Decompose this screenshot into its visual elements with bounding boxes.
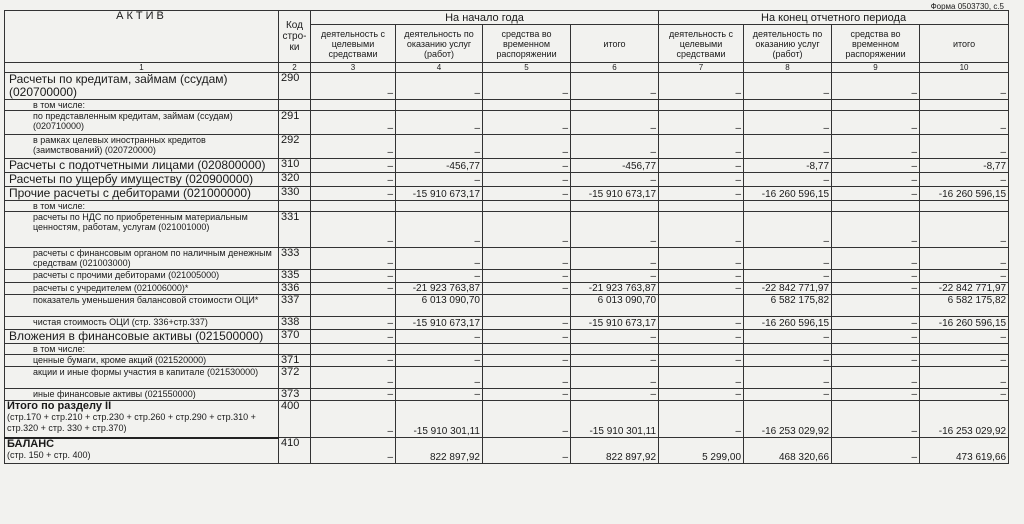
- row-value: –: [396, 248, 483, 270]
- row-value: [744, 100, 832, 111]
- row-value: –: [311, 111, 396, 135]
- row-value: –: [571, 111, 659, 135]
- aktiv-header: АКТИВ: [5, 11, 279, 63]
- row-value: –: [311, 159, 396, 173]
- row-value: –: [659, 283, 744, 295]
- row-value: -16 260 596,15: [744, 187, 832, 201]
- row-value: -15 910 673,17: [396, 317, 483, 330]
- code-header: Код стро- ки: [279, 11, 311, 63]
- row-value: -16 260 596,15: [920, 317, 1009, 330]
- row-value: [396, 201, 483, 212]
- row-value: –: [311, 283, 396, 295]
- row-value: -15 910 673,17: [396, 187, 483, 201]
- row-value: -456,77: [571, 159, 659, 173]
- row-value: –: [920, 270, 1009, 283]
- row-code: 337: [279, 295, 311, 317]
- row-value: –: [483, 187, 571, 201]
- row-value: –: [659, 389, 744, 401]
- row-value: –: [396, 270, 483, 283]
- row-value: –: [571, 135, 659, 159]
- row-value: –: [483, 73, 571, 100]
- row-value: –: [832, 283, 920, 295]
- row-value: –: [483, 389, 571, 401]
- row-value: -15 910 301,11: [396, 401, 483, 438]
- row-code: 410: [279, 438, 311, 464]
- row-value: –: [920, 73, 1009, 100]
- row-code: 371: [279, 355, 311, 367]
- row-value: –: [744, 330, 832, 344]
- row-value: –: [920, 367, 1009, 389]
- row-value: -15 910 301,11: [571, 401, 659, 438]
- row-value: –: [659, 270, 744, 283]
- row-value: –: [832, 212, 920, 248]
- row-value: –: [832, 270, 920, 283]
- row-value: –: [832, 135, 920, 159]
- row-value: –: [311, 173, 396, 187]
- row-value: [659, 100, 744, 111]
- row-value: -456,77: [396, 159, 483, 173]
- row-value: -15 910 673,17: [571, 317, 659, 330]
- table-row: [5, 73, 1009, 100]
- row-value: –: [396, 135, 483, 159]
- row-value: –: [920, 173, 1009, 187]
- row-value: 6 013 090,70: [396, 295, 483, 317]
- col-services-start: деятельность по оказанию услуг (работ): [396, 25, 483, 63]
- row-value: –: [920, 111, 1009, 135]
- row-value: -21 923 763,87: [571, 283, 659, 295]
- row-value: –: [396, 173, 483, 187]
- row-value: –: [832, 317, 920, 330]
- table-row: [5, 355, 1009, 367]
- row-value: –: [571, 173, 659, 187]
- row-value: –: [311, 367, 396, 389]
- row-value: –: [659, 355, 744, 367]
- row-label: расчеты по НДС по приобретенным материальным ценностям, работам, услугам (021001000): [5, 212, 279, 248]
- row-value: -16 260 596,15: [744, 317, 832, 330]
- table-row: [5, 344, 1009, 355]
- row-label: в том числе:: [5, 344, 279, 355]
- row-value: [744, 201, 832, 212]
- row-code: 335: [279, 270, 311, 283]
- row-value: [920, 344, 1009, 355]
- row-value: [311, 344, 396, 355]
- row-value: –: [832, 401, 920, 438]
- row-value: –: [396, 73, 483, 100]
- table-row: [5, 367, 1009, 389]
- row-value: 5 299,00: [659, 438, 744, 464]
- row-value: –: [832, 248, 920, 270]
- row-label: в том числе:: [5, 201, 279, 212]
- row-label: Расчеты по ущербу имуществу (020900000): [5, 173, 279, 187]
- row-value: -22 842 771,97: [920, 283, 1009, 295]
- row-label: расчеты с учредителем (021006000)*: [5, 283, 279, 295]
- table-row: [5, 111, 1009, 135]
- row-value: –: [920, 135, 1009, 159]
- row-value: –: [659, 111, 744, 135]
- row-code: 370: [279, 330, 311, 344]
- row-value: –: [396, 212, 483, 248]
- row-value: –: [483, 173, 571, 187]
- row-label: Расчеты по кредитам, займам (ссудам) (020700000): [5, 73, 279, 100]
- row-value: 473 619,66: [920, 438, 1009, 464]
- row-value: –: [483, 283, 571, 295]
- row-value: [483, 344, 571, 355]
- row-code: 320: [279, 173, 311, 187]
- row-value: –: [396, 355, 483, 367]
- row-value: –: [311, 248, 396, 270]
- balance-title: БАЛАНС: [7, 437, 55, 450]
- row-value: -22 842 771,97: [744, 283, 832, 295]
- row-value: –: [571, 389, 659, 401]
- row-value: –: [744, 367, 832, 389]
- col-total-end: итого: [920, 25, 1009, 63]
- row-value: –: [311, 317, 396, 330]
- row-value: 468 320,66: [744, 438, 832, 464]
- col-num: 1: [5, 63, 279, 73]
- col-target-start: деятельность с целевыми средствами: [311, 25, 396, 63]
- row-value: –: [659, 212, 744, 248]
- row-value: –: [744, 212, 832, 248]
- row-value: –: [920, 330, 1009, 344]
- row-value: –: [483, 355, 571, 367]
- row-code: 373: [279, 389, 311, 401]
- col-total-start: итого: [571, 25, 659, 63]
- row-value: –: [311, 270, 396, 283]
- row-value: –: [659, 73, 744, 100]
- row-value: [483, 201, 571, 212]
- row-value: –: [396, 389, 483, 401]
- row-value: -16 260 596,15: [920, 187, 1009, 201]
- row-label: расчеты с прочими дебиторами (021005000): [5, 270, 279, 283]
- col-num: 8: [744, 63, 832, 73]
- table-row: [5, 135, 1009, 159]
- row-label: показатель уменьшения балансовой стоимости ОЦИ*: [5, 295, 279, 317]
- row-value: –: [832, 111, 920, 135]
- row-value: –: [744, 248, 832, 270]
- row-value: -15 910 673,17: [571, 187, 659, 201]
- row-value: –: [744, 135, 832, 159]
- row-value: –: [744, 355, 832, 367]
- row-value: [483, 100, 571, 111]
- row-value: –: [659, 367, 744, 389]
- row-value: –: [311, 73, 396, 100]
- table-row: [5, 330, 1009, 344]
- row-value: –: [920, 389, 1009, 401]
- row-value: [832, 100, 920, 111]
- row-value: –: [744, 111, 832, 135]
- row-value: –: [571, 73, 659, 100]
- row-value: –: [744, 73, 832, 100]
- column-numbers-row: [5, 63, 1009, 73]
- row-value: –: [483, 248, 571, 270]
- table-row: [5, 295, 1009, 317]
- row-value: –: [832, 73, 920, 100]
- row-code: 400: [279, 401, 311, 438]
- row-value: –: [832, 438, 920, 464]
- row-value: –: [659, 330, 744, 344]
- row-value: –: [659, 187, 744, 201]
- row-code: 291: [279, 111, 311, 135]
- row-value: –: [920, 355, 1009, 367]
- row-value: –: [571, 355, 659, 367]
- row-value: –: [483, 438, 571, 464]
- col-num: 6: [571, 63, 659, 73]
- col-temp-start: средства во временном распоряжении: [483, 25, 571, 63]
- row-value: [483, 295, 571, 317]
- total-section-row: [5, 401, 1009, 438]
- row-label: иные финансовые активы (021550000): [5, 389, 279, 401]
- row-value: –: [483, 212, 571, 248]
- row-label: в рамках целевых иностранных кредитов (заимствований) (020720000): [5, 135, 279, 159]
- row-value: –: [483, 135, 571, 159]
- row-code: 336: [279, 283, 311, 295]
- row-code: 331: [279, 212, 311, 248]
- row-value: –: [483, 159, 571, 173]
- total-section-title: Итого по разделу II: [7, 400, 112, 412]
- row-value: -21 923 763,87: [396, 283, 483, 295]
- row-value: –: [832, 187, 920, 201]
- row-value: [571, 201, 659, 212]
- row-value: –: [659, 135, 744, 159]
- table-row: [5, 317, 1009, 330]
- row-code: 372: [279, 367, 311, 389]
- row-value: [659, 295, 744, 317]
- row-value: –: [832, 173, 920, 187]
- row-value: –: [483, 401, 571, 438]
- row-value: [571, 344, 659, 355]
- col-target-end: деятельность с целевыми средствами: [659, 25, 744, 63]
- col-services-end: деятельность по оказанию услуг (работ): [744, 25, 832, 63]
- row-value: [571, 100, 659, 111]
- row-value: –: [832, 330, 920, 344]
- row-code: 292: [279, 135, 311, 159]
- row-value: –: [571, 212, 659, 248]
- row-value: –: [396, 367, 483, 389]
- balance-label: [5, 438, 279, 464]
- row-value: –: [832, 159, 920, 173]
- row-code: 330: [279, 187, 311, 201]
- row-value: 6 582 175,82: [920, 295, 1009, 317]
- row-value: –: [659, 159, 744, 173]
- row-value: –: [311, 135, 396, 159]
- form-code: Форма 0503730, с.5: [930, 2, 1004, 11]
- start-period-header: На начало года: [311, 11, 659, 25]
- row-code: 338: [279, 317, 311, 330]
- table-row: [5, 212, 1009, 248]
- row-label: акции и иные формы участия в капитале (021530000): [5, 367, 279, 389]
- table-row: [5, 201, 1009, 212]
- total-section-formula: (стр.170 + стр.210 + стр.230 + стр.260 + стр.290 + стр.310 + стр.320 + стр. 330 + стр.370): [7, 412, 256, 433]
- row-value: –: [483, 270, 571, 283]
- row-value: [311, 295, 396, 317]
- row-value: –: [832, 355, 920, 367]
- row-value: 822 897,92: [396, 438, 483, 464]
- row-value: [311, 201, 396, 212]
- table-row: [5, 173, 1009, 187]
- row-value: –: [744, 173, 832, 187]
- row-value: -8,77: [920, 159, 1009, 173]
- row-value: [920, 201, 1009, 212]
- row-code: 290: [279, 73, 311, 100]
- row-value: –: [744, 270, 832, 283]
- col-num: 2: [279, 63, 311, 73]
- row-value: –: [311, 401, 396, 438]
- row-value: –: [832, 389, 920, 401]
- row-code: [279, 100, 311, 111]
- row-value: –: [396, 330, 483, 344]
- row-code: [279, 344, 311, 355]
- col-num: 10: [920, 63, 1009, 73]
- row-value: –: [311, 389, 396, 401]
- col-num: 4: [396, 63, 483, 73]
- row-value: –: [483, 317, 571, 330]
- row-value: [311, 100, 396, 111]
- row-value: –: [311, 355, 396, 367]
- row-value: –: [832, 367, 920, 389]
- row-label: по представленным кредитам, займам (ссудам) (020710000): [5, 111, 279, 135]
- row-code: 310: [279, 159, 311, 173]
- row-value: –: [659, 173, 744, 187]
- table-row: [5, 100, 1009, 111]
- row-value: –: [483, 330, 571, 344]
- balance-formula: (стр. 150 + стр. 400): [7, 449, 91, 460]
- row-value: [396, 100, 483, 111]
- balance-sheet-table: [4, 10, 1009, 464]
- row-code: 333: [279, 248, 311, 270]
- table-row: [5, 270, 1009, 283]
- row-value: -8,77: [744, 159, 832, 173]
- row-value: -16 253 029,92: [744, 401, 832, 438]
- col-temp-end: средства во временном распоряжении: [832, 25, 920, 63]
- row-label: Вложения в финансовые активы (021500000): [5, 330, 279, 344]
- row-value: [396, 344, 483, 355]
- row-value: –: [571, 248, 659, 270]
- table-row: [5, 389, 1009, 401]
- row-value: –: [744, 389, 832, 401]
- row-value: [832, 201, 920, 212]
- row-value: [832, 344, 920, 355]
- row-value: 6 582 175,82: [744, 295, 832, 317]
- col-num: 3: [311, 63, 396, 73]
- row-value: –: [659, 317, 744, 330]
- row-value: –: [920, 212, 1009, 248]
- row-label: чистая стоимость ОЦИ (стр. 336+стр.337): [5, 317, 279, 330]
- col-num: 9: [832, 63, 920, 73]
- table-row: [5, 159, 1009, 173]
- row-value: [659, 201, 744, 212]
- row-value: [659, 344, 744, 355]
- row-label: Расчеты с подотчетными лицами (020800000): [5, 159, 279, 173]
- col-num: 7: [659, 63, 744, 73]
- row-value: [920, 100, 1009, 111]
- row-value: –: [483, 111, 571, 135]
- row-label: расчеты с финансовым органом по наличным денежным средствам (021003000): [5, 248, 279, 270]
- table-row: [5, 283, 1009, 295]
- row-code: [279, 201, 311, 212]
- row-value: –: [483, 367, 571, 389]
- row-value: –: [311, 438, 396, 464]
- row-value: –: [920, 248, 1009, 270]
- row-label: в том числе:: [5, 100, 279, 111]
- table-row: [5, 248, 1009, 270]
- row-value: –: [571, 270, 659, 283]
- row-value: 6 013 090,70: [571, 295, 659, 317]
- row-value: 822 897,92: [571, 438, 659, 464]
- row-value: -16 253 029,92: [920, 401, 1009, 438]
- balance-row: [5, 438, 1009, 464]
- row-value: –: [311, 212, 396, 248]
- row-label: ценные бумаги, кроме акций (021520000): [5, 355, 279, 367]
- end-period-header: На конец отчетного периода: [659, 11, 1009, 25]
- row-value: –: [571, 367, 659, 389]
- row-value: –: [396, 111, 483, 135]
- row-value: –: [571, 330, 659, 344]
- row-value: [744, 344, 832, 355]
- row-label: Прочие расчеты с дебиторами (021000000): [5, 187, 279, 201]
- table-row: [5, 187, 1009, 201]
- total-section-label: [5, 401, 279, 438]
- row-value: [832, 295, 920, 317]
- row-value: –: [659, 401, 744, 438]
- row-value: –: [311, 330, 396, 344]
- row-value: –: [659, 248, 744, 270]
- col-num: 5: [483, 63, 571, 73]
- row-value: –: [311, 187, 396, 201]
